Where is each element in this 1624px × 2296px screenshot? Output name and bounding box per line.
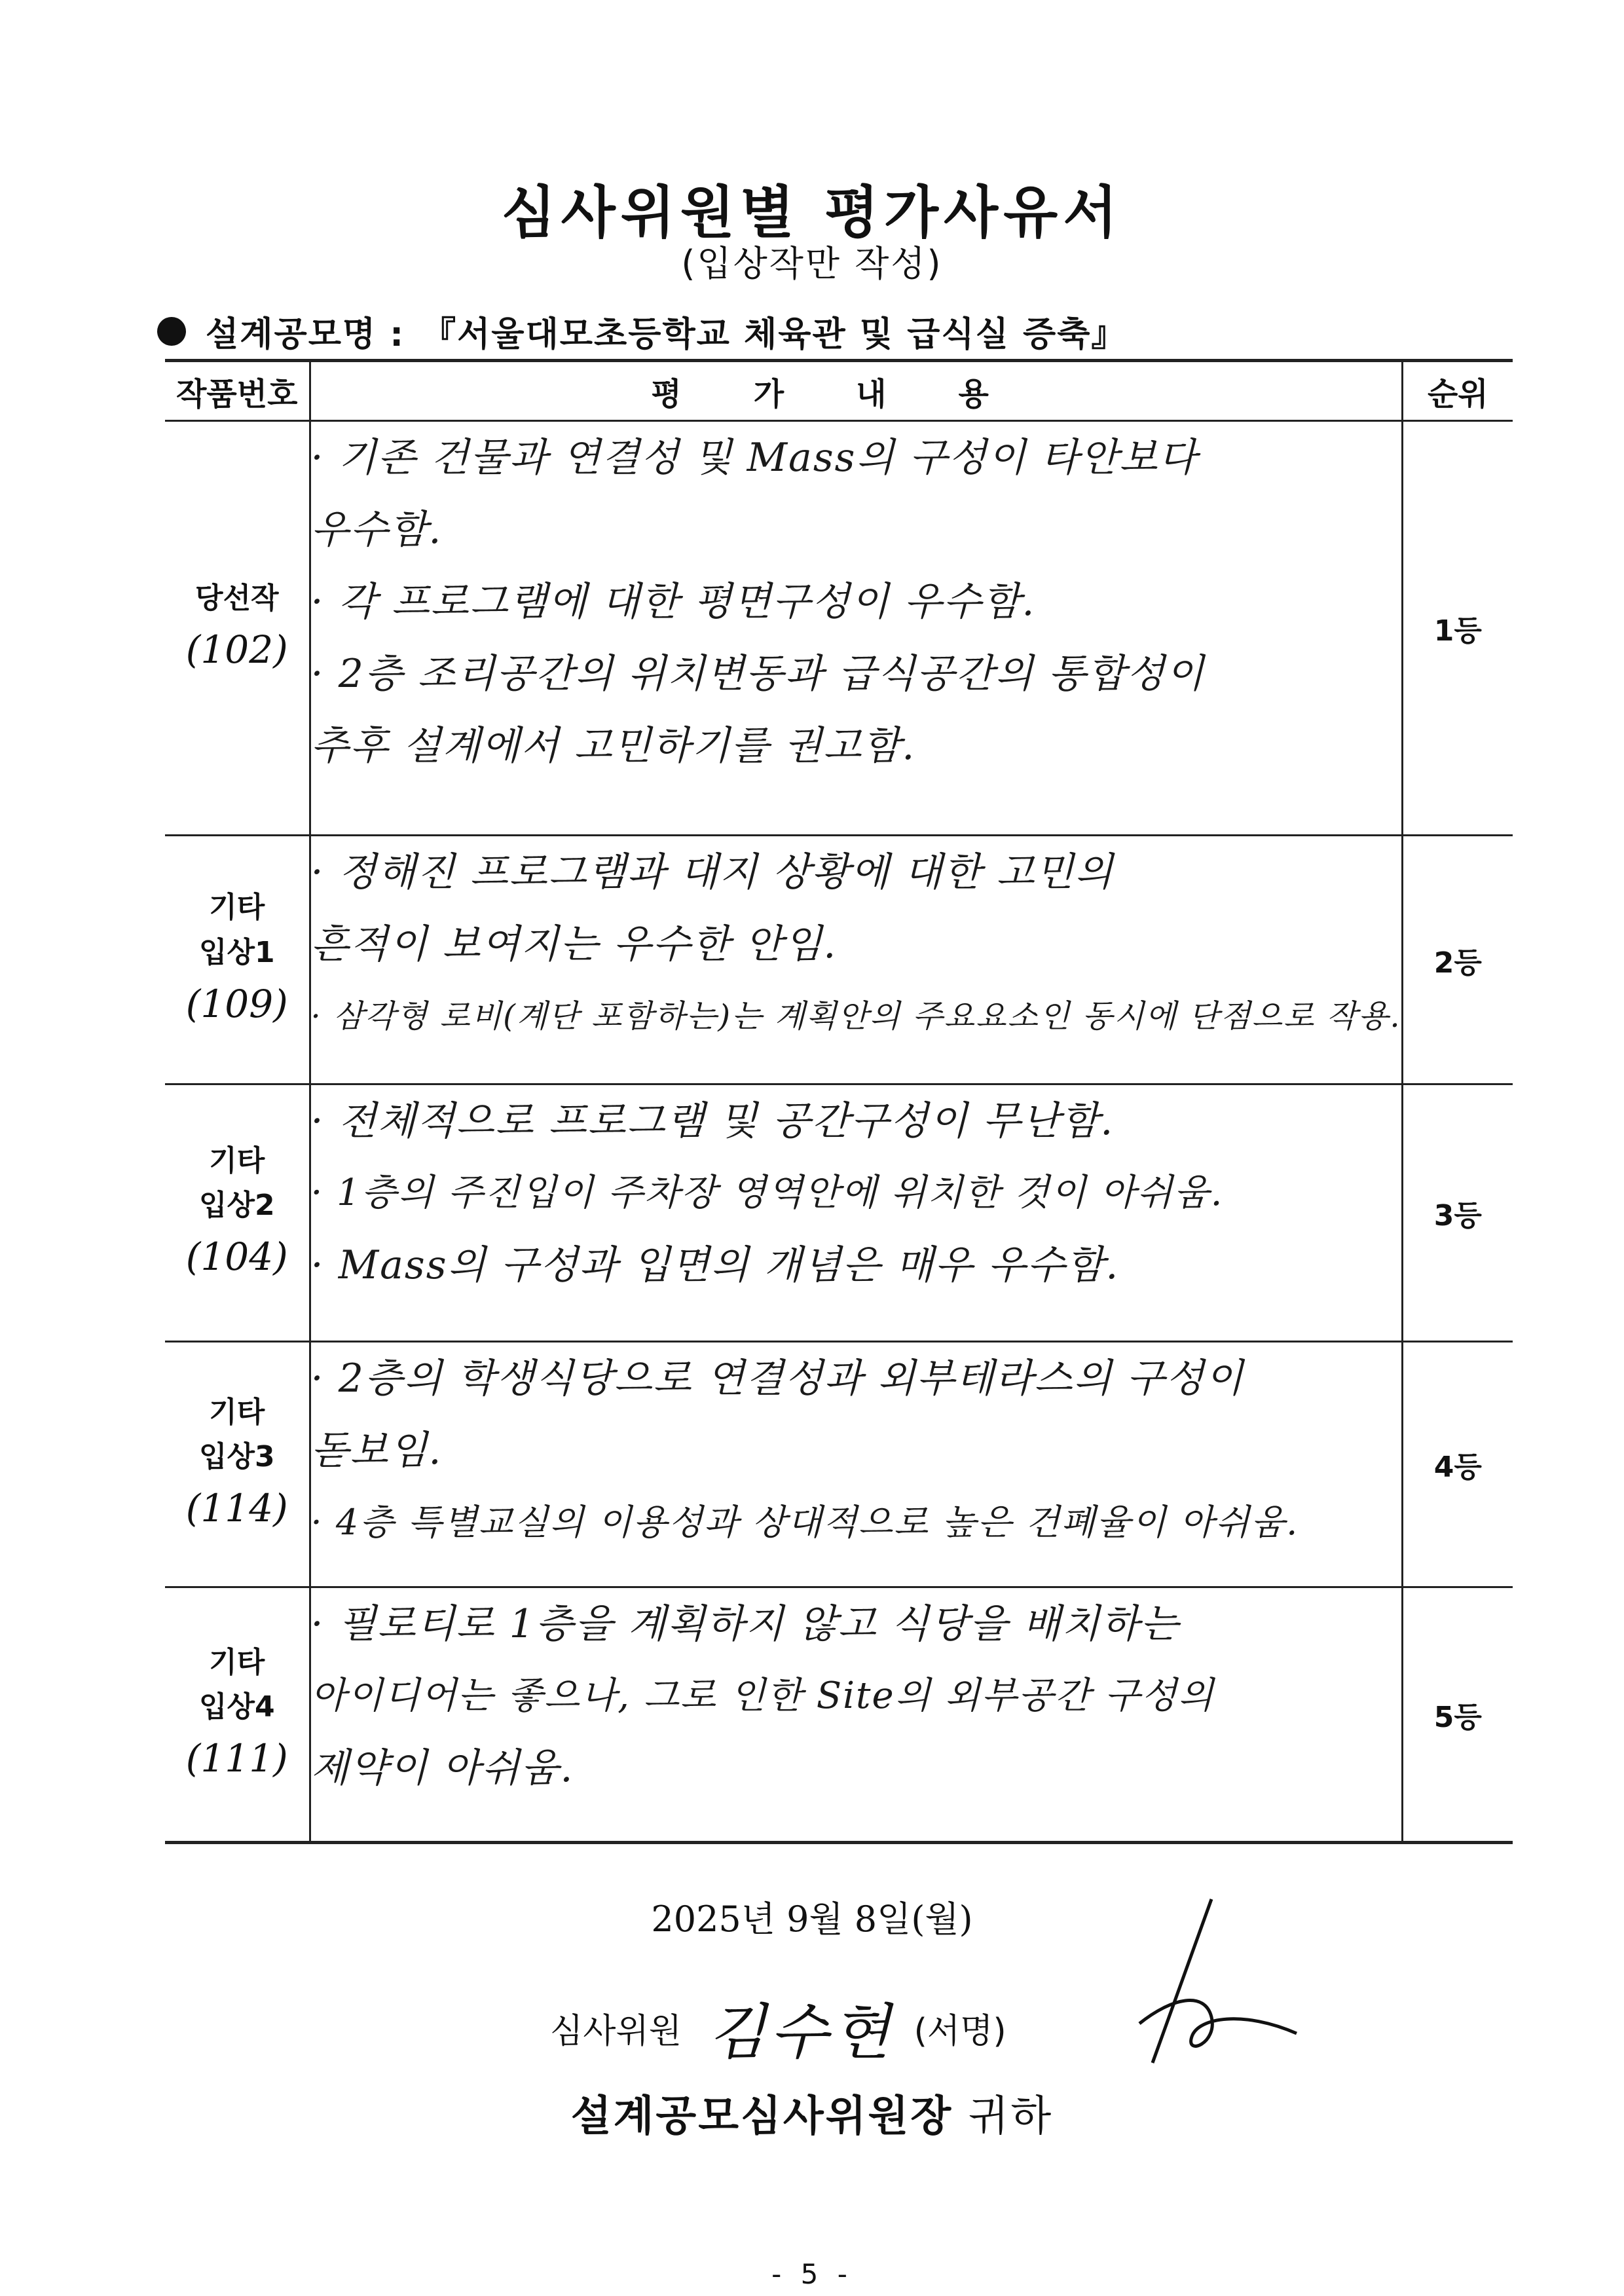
content-line: 아이디어는 좋으나, 그로 인한 Site의 외부공간 구성의 [310,1675,1215,1717]
recipient-title: 설계공모심사위원장 [570,2092,953,2141]
content-cell [310,421,1402,836]
table-row [165,1342,1513,1587]
work-category: 당선작 [195,581,279,615]
work-number: (109) [185,981,288,1026]
content-line: · 정해진 프로그램과 대지 상황에 대한 고민의 [310,849,1115,895]
work-cell [165,1342,310,1587]
content-line: 돋보임. [310,1428,443,1473]
sign-label: (서명) [913,2011,1006,2051]
work-number: (104) [185,1234,288,1280]
content-line: · 전체적으로 프로그램 및 공간구성이 무난함. [310,1098,1115,1144]
content-cell [310,1342,1402,1587]
contest-name: 『서울대모초등학교 체육관 및 급식실 증축』 [422,315,1127,354]
content-line: · 각 프로그램에 대한 평면구성이 우수함. [310,579,1036,625]
work-subcategory: 입상4 [198,1690,275,1724]
content-cell [310,1084,1402,1342]
table-header-row [165,361,1513,421]
document-title: 심사위원별 평가사유서 [501,180,1123,246]
header-work-number: 작품번호 [165,361,310,421]
bullet-icon [157,317,186,346]
work-number: (102) [185,627,288,673]
work-number: (114) [185,1486,288,1531]
content-line: · 기존 건물과 연결성 및 Mass의 구성이 타안보다 [310,435,1198,481]
judge-name: 김수현 [707,1997,895,2067]
work-category: 기타 [209,1645,265,1679]
recipient-suffix: 귀하 [968,2092,1054,2141]
content-line: · Mass의 구성과 입면의 개념은 매우 우수함. [310,1242,1120,1288]
content-line: · 삼각형 로비(계단 포함하는)는 계획안의 주요요소인 동시에 단점으로 작용. [310,998,1401,1035]
rank-cell: 3등 [1402,1084,1513,1342]
content-line: · 4층 특별교실의 이용성과 상대적으로 높은 건폐율이 아쉬움. [310,1502,1299,1543]
work-number: (111) [185,1736,288,1781]
work-subcategory: 입상1 [198,935,275,969]
work-cell [165,836,310,1084]
rank-cell: 1등 [1402,421,1513,836]
content-line: · 2층 조리공간의 위치변동과 급식공간의 통합성이 [310,651,1206,697]
content-line: · 필로티로 1층을 계획하지 않고 식당을 배치하는 [310,1601,1180,1647]
table-row [165,1587,1513,1843]
content-line: 우수함. [310,507,443,553]
contest-line [157,306,1126,356]
content-line: · 1층의 주진입이 주차장 영역안에 위치한 것이 아쉬움. [310,1172,1224,1214]
work-category: 기타 [209,1143,265,1177]
judge-signature-line [550,1984,1006,2071]
rank-cell: 4등 [1402,1342,1513,1587]
document-date: 2025년 9월 8일(월) [651,1898,973,1940]
header-rank: 순위 [1402,361,1513,421]
work-category: 기타 [209,891,265,925]
judge-label: 심사위원 [550,2011,682,2051]
work-subcategory: 입상3 [198,1440,275,1474]
page-number: - 5 - [771,2258,853,2290]
content-line: 제약이 아쉬움. [310,1745,574,1791]
content-cell [310,1587,1402,1843]
work-category: 기타 [209,1395,265,1429]
work-subcategory: 입상2 [198,1189,275,1223]
work-cell [165,1587,310,1843]
table-row [165,836,1513,1084]
content-line: · 2층의 학생식당으로 연결성과 외부테라스의 구성이 [310,1356,1245,1401]
signature-icon [1113,1886,1310,2076]
content-cell [310,836,1402,1084]
evaluation-table [165,359,1513,1844]
table-row [165,1084,1513,1342]
contest-label: 설계공모명 : [206,315,405,354]
header-content: 평가내용 [310,361,1402,421]
work-cell [165,1084,310,1342]
work-cell [165,421,310,836]
content-line: 추후 설계에서 고민하기를 권고함. [310,723,916,769]
document-subtitle: (입상작만 작성) [681,243,943,284]
rank-cell: 2등 [1402,836,1513,1084]
content-line: 흔적이 보여지는 우수한 안임. [310,921,838,967]
recipient-line [0,2083,1624,2143]
rank-cell: 5등 [1402,1587,1513,1843]
table-row [165,421,1513,836]
